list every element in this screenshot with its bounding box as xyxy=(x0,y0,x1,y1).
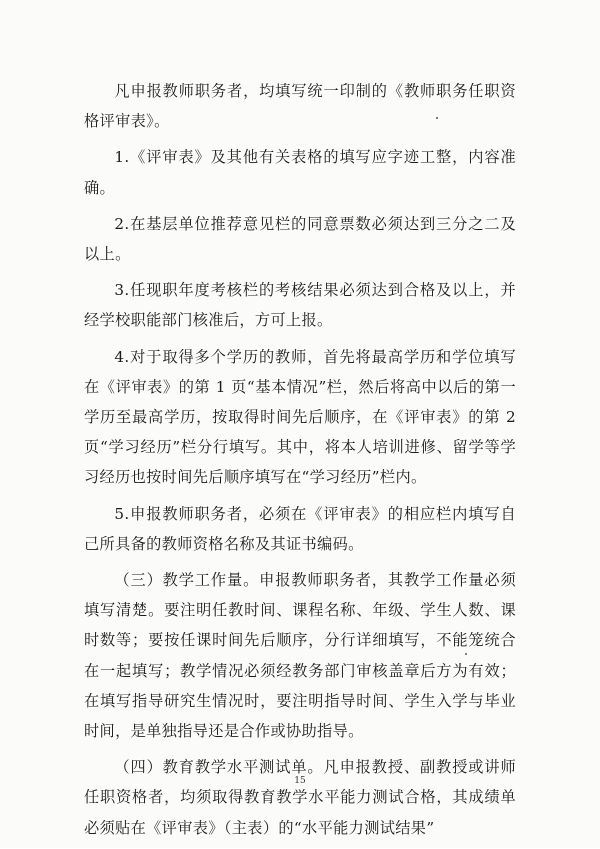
document-body xyxy=(84,76,516,849)
page-number: 15 xyxy=(294,776,306,786)
paragraph-item-4: 4.对于取得多个学历的教师，首先将最高学历和学位填写在《评审表》的第 1 页“基本情况”栏，然后将高中以后的第一学历至最高学历，按取得时间先后顺序，在《评审表》的第 2 页“学习经历”栏分行填写。其中，将本人培训进修、留学等学习经历也按时间先后顺序填写在“学习经历”栏内。 xyxy=(84,347,516,487)
scan-speck xyxy=(465,653,467,655)
paragraph-item-1: 1.《评审表》及其他有关表格的填写应字迹工整，内容准确。 xyxy=(84,148,516,197)
paragraph-item-3: 3.任现职年度考核栏的考核结果必须达到合格及以上，并经学校职能部门核准后，方可上报。 xyxy=(84,281,516,330)
paragraph-section-3: （三）教学工作量。申报教师职务者，其教学工作量必须填写清楚。要注明任教时间、课程名称、年级、学生人数、课时数等；要按任课时间先后顺序，分行详细填写，不能笼统合在一起填写；教学情况必须经教务部门审核盖章后方为有效；在填写指导研究生情况时，要注明指导时间、学生入学与毕业时间，是单独指导还是合作或协助指导。 xyxy=(84,571,516,741)
scan-speck xyxy=(436,117,438,119)
paragraph-item-5: 5.申报教师职务者，必须在《评审表》的相应栏内填写自己所具备的教师资格名称及其证书编码。 xyxy=(84,504,516,553)
paragraph-intro: 凡申报教师职务者，均填写统一印制的《教师职务任职资格评审表》。 xyxy=(84,82,516,131)
paragraph-item-2: 2.在基层单位推荐意见栏的同意票数必须达到三分之二及以上。 xyxy=(84,214,516,264)
paragraph-section-4: （四）教育教学水平测试单。凡申报教授、副教授或讲师任职资格者，均须取得教育教学水平能力测试合格，其成绩单必须贴在《评审表》（主表）的“水平能力测试结果” xyxy=(84,758,516,837)
